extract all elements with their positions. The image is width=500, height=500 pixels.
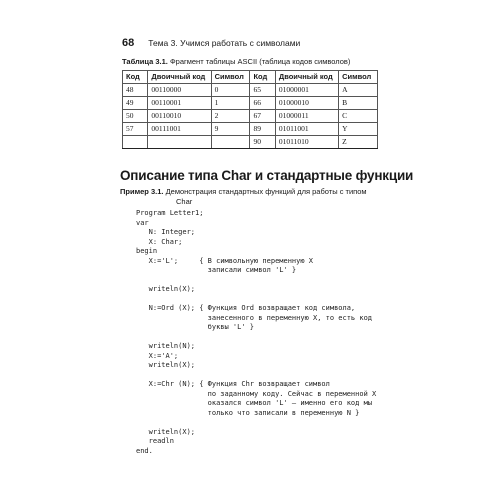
table-cell: 00110001 [148, 97, 211, 110]
ascii-table [122, 70, 378, 149]
table-cell: Z [339, 136, 378, 149]
table-cell: 0 [211, 84, 250, 97]
table-cell: 1 [211, 97, 250, 110]
table-cell: B [339, 97, 378, 110]
table-caption-label: Таблица 3.1. [122, 57, 168, 66]
table-cell: A [339, 84, 378, 97]
table-cell: 00111001 [148, 123, 211, 136]
table-cell: 90 [250, 136, 275, 149]
column-header-symbol: Символ [211, 71, 250, 84]
chapter-title: Тема 3. Учимся работать с символами [148, 38, 301, 48]
table-cell: 67 [250, 110, 275, 123]
table-row [123, 97, 378, 110]
table-cell: 00110010 [148, 110, 211, 123]
table-cell: 01011010 [275, 136, 338, 149]
table-caption-text: Фрагмент таблицы ASCII (таблица кодов символов) [169, 57, 351, 66]
page-number: 68 [122, 37, 135, 49]
table-cell: 01000010 [275, 97, 338, 110]
section-heading: Описание типа Char и стандартные функции [120, 168, 414, 183]
example-text: Демонстрация стандартных функций для работы с типом [165, 187, 367, 196]
table-cell: 9 [211, 123, 250, 136]
example-label: Пример 3.1. [120, 187, 164, 196]
table-row [123, 84, 378, 97]
example-caption [120, 187, 390, 207]
code-listing: Program Letter1; var N: Integer; X: Char; begin X:='L'; { В символьную переменную X записали символ 'L' } writeln(X); N:=Ord (X); { Функция Ord возвращает код символа, занесенного в переменную X, то есть код буквы 'L' } writeln(N); X:='A'; writeln(X); X:=Chr (N); { Функция Chr возвращает символ по заданному коду. Сейчас в переменной X оказался символ 'L' — именно его код мы только что записали в переменную N } writeln(X); readln end. [136, 209, 377, 455]
table-cell: 89 [250, 123, 275, 136]
table-cell: Y [339, 123, 378, 136]
table-cell [123, 136, 148, 149]
table-row [123, 123, 378, 136]
table-cell: 66 [250, 97, 275, 110]
table-cell [211, 136, 250, 149]
table-cell: 48 [123, 84, 148, 97]
table-cell: 01011001 [275, 123, 338, 136]
table-cell [148, 136, 211, 149]
column-header-binary: Двоичный код [148, 71, 211, 84]
table-caption [122, 57, 350, 66]
column-header-code: Код [250, 71, 275, 84]
table-cell: 00110000 [148, 84, 211, 97]
column-header-symbol: Символ [339, 71, 378, 84]
table-cell: 49 [123, 97, 148, 110]
table-cell: C [339, 110, 378, 123]
table-cell: 57 [123, 123, 148, 136]
table-row [123, 110, 378, 123]
table-cell: 50 [123, 110, 148, 123]
table-header-row [123, 71, 378, 84]
table-cell: 2 [211, 110, 250, 123]
running-header [122, 36, 402, 50]
example-text-continuation: Char [176, 197, 193, 206]
table-row [123, 136, 378, 149]
table-cell: 65 [250, 84, 275, 97]
column-header-code: Код [123, 71, 148, 84]
column-header-binary: Двоичный код [275, 71, 338, 84]
table-cell: 01000001 [275, 84, 338, 97]
table-cell: 01000011 [275, 110, 338, 123]
